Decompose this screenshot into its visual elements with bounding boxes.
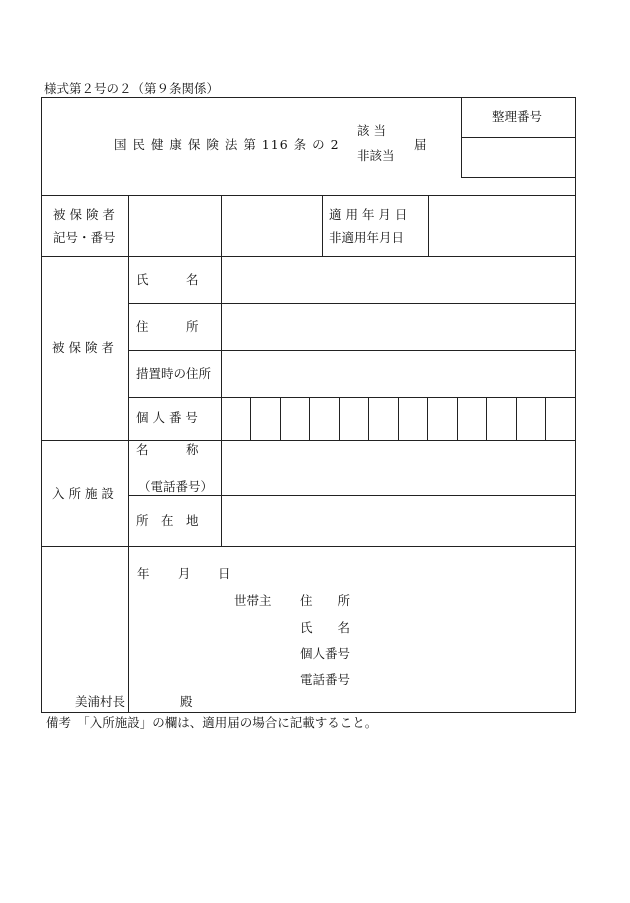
row-divider-facility-top xyxy=(41,440,576,441)
digit-box-divider xyxy=(309,397,310,441)
digit-box-divider xyxy=(398,397,399,441)
date-year-label: 年 xyxy=(137,566,150,581)
insured-symbol-label-line1: 被 保 険 者 xyxy=(53,207,115,222)
insured-symbol-label-line2: 記号・番号 xyxy=(53,230,116,245)
insured-symbol-field[interactable] xyxy=(132,220,218,240)
form-frame-top xyxy=(41,97,576,98)
address-field[interactable] xyxy=(226,317,571,341)
symbol-date-label-divider xyxy=(322,195,323,257)
digit-box-divider xyxy=(250,397,251,441)
insured-value-divider xyxy=(221,256,222,441)
row-divider-number xyxy=(128,397,576,398)
reference-box-bottom xyxy=(461,177,576,178)
householder-label: 世帯主 xyxy=(234,593,272,608)
application-date-field[interactable] xyxy=(432,220,572,240)
digit-box-divider xyxy=(368,397,369,441)
reference-number-label: 整理番号 xyxy=(492,109,543,124)
facility-value-divider xyxy=(221,440,222,547)
address-label: 住 所 xyxy=(136,319,199,334)
individual-number-label: 個 人 番 号 xyxy=(136,410,198,425)
label-column-divider xyxy=(128,195,129,712)
facility-phone-label: （電話番号） xyxy=(138,479,214,494)
addressee: 美浦村長 xyxy=(75,694,126,709)
form-title: 国 民 健 康 保 険 法 第 116 条 の 2 xyxy=(114,137,340,152)
title-suffix: 届 xyxy=(414,137,427,152)
digit-box-divider xyxy=(545,397,546,441)
date-month-label: 月 xyxy=(178,566,191,581)
insured-person-label: 被 保 険 者 xyxy=(52,340,114,355)
facility-location-label: 所 在 地 xyxy=(136,513,199,528)
insured-number-field[interactable] xyxy=(225,220,319,240)
title-option-applicable: 該 当 xyxy=(357,123,386,138)
householder-individual-number-label: 個人番号 xyxy=(300,646,351,661)
row-divider-address xyxy=(128,303,576,304)
non-application-date-label: 非適用年月日 xyxy=(329,230,405,245)
row-divider-location xyxy=(128,495,576,496)
facility-name-label: 名 称 xyxy=(136,442,199,457)
facility-label: 入 所 施 設 xyxy=(52,486,114,501)
householder-name-label: 氏 名 xyxy=(300,620,351,635)
name-field[interactable] xyxy=(226,270,571,294)
facility-name-field[interactable] xyxy=(226,455,571,483)
form-label: 様式第２号の２（第９条関係） xyxy=(44,81,220,96)
form-frame-right xyxy=(575,97,576,713)
address-at-placement-label: 措置時の住所 xyxy=(136,366,212,381)
form-frame-left xyxy=(41,97,42,713)
title-option-not-applicable: 非該当 xyxy=(357,148,395,163)
digit-box-divider xyxy=(516,397,517,441)
digit-box-divider xyxy=(427,397,428,441)
name-label: 氏 名 xyxy=(136,272,199,287)
row-divider-symbol-top xyxy=(41,195,576,196)
address-at-placement-field[interactable] xyxy=(226,364,571,388)
symbol-number-divider xyxy=(221,195,222,257)
form-frame-bottom xyxy=(41,712,576,713)
symbol-date-value-divider xyxy=(428,195,429,257)
digit-box-divider xyxy=(280,397,281,441)
digit-box-divider xyxy=(457,397,458,441)
householder-address-label: 住 所 xyxy=(300,593,351,608)
row-divider-declaration-top xyxy=(41,546,576,547)
row-divider-insured-top xyxy=(41,256,576,257)
application-date-label: 適 用 年 月 日 xyxy=(329,207,408,222)
digit-box-divider xyxy=(486,397,487,441)
digit-box-divider xyxy=(339,397,340,441)
reference-box-divider xyxy=(461,137,576,138)
date-day-label: 日 xyxy=(218,566,231,581)
remarks: 備考 「入所施設」の欄は、適用届の場合に記載すること。 xyxy=(46,715,378,730)
facility-location-field[interactable] xyxy=(226,509,571,535)
honorific: 殿 xyxy=(180,694,193,709)
householder-phone-label: 電話番号 xyxy=(300,672,351,687)
row-divider-placement xyxy=(128,350,576,351)
